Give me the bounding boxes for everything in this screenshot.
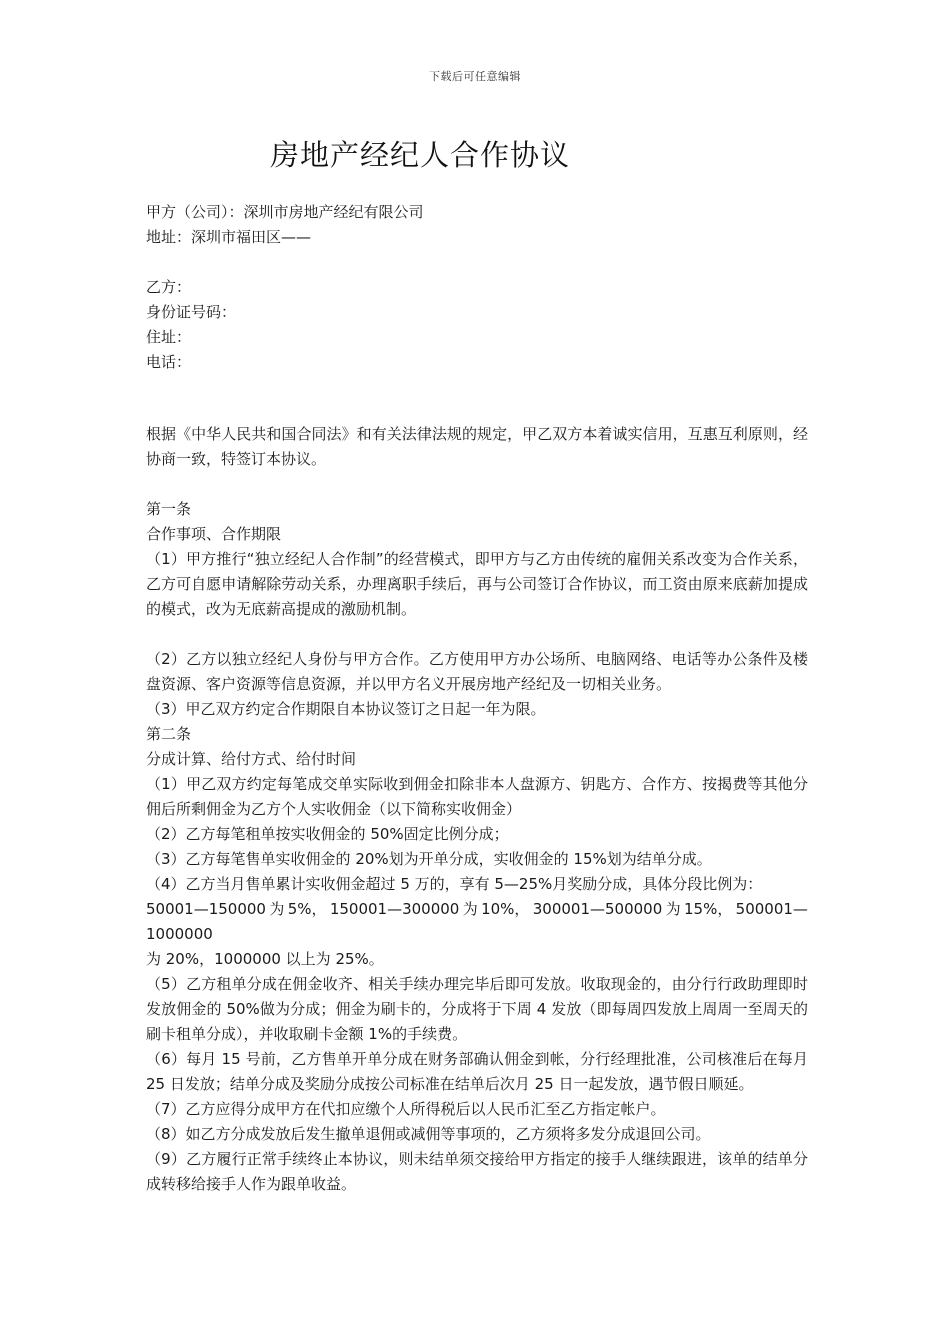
ratio-part: 10%， bbox=[481, 900, 530, 918]
ratio-part: 15%， bbox=[683, 900, 733, 918]
ratio-part: 为 bbox=[462, 900, 478, 918]
preamble: 根据《中华人民共和国合同法》和有关法律法规的规定，甲乙双方本着诚实信用，互惠互利原则，经协商一致，特签订本协议。 bbox=[146, 425, 808, 468]
header-note: 下载后可任意编辑 bbox=[429, 70, 521, 83]
party-b-id: 身份证号码： bbox=[146, 303, 237, 321]
document-title: 房地产经纪人合作协议 bbox=[270, 138, 571, 172]
article2-clause-8: （8）如乙方分成发放后发生撤单退佣或减佣等事项的，乙方须将多发分成退回公司。 bbox=[146, 1125, 711, 1143]
article1-clause-1: （1）甲方推行“独立经纪人合作制”的经营模式，即甲方与乙方由传统的雇佣关系改变为合作关系，乙方可自愿申请解除劳动关系，办理离职手续后，再与公司签订合作协议，而工资由原来底薪加提成的模式，改为无底薪高提成的激励机制。 bbox=[146, 550, 808, 618]
ratio-part: 为 bbox=[665, 900, 681, 918]
article2-clause-7: （7）乙方应得分成甲方在代扣应缴个人所得税后以人民币汇至乙方指定帐户。 bbox=[146, 1100, 666, 1118]
spacer bbox=[146, 375, 808, 422]
party-a-address: 地址：深圳市福田区—— bbox=[146, 228, 312, 246]
article2-heading: 第二条 bbox=[146, 725, 192, 743]
article2-clause-4: （4）乙方当月售单累计实收佣金超过 5 万的，享有 5—25%月奖励分成，具体分段比例为： bbox=[146, 875, 763, 893]
article2-clause-1: （1）甲乙双方约定每笔成交单实际收到佣金扣除非本人盘源方、钥匙方、合作方、按揭费等其他分佣后所剩佣金为乙方个人实收佣金（以下简称实收佣金） bbox=[146, 775, 808, 818]
article1-clause-3: （3）甲乙双方约定合作期限自本协议签订之日起一年为限。 bbox=[146, 700, 546, 718]
article2-subheading: 分成计算、给付方式、给付时间 bbox=[146, 750, 357, 768]
spacer bbox=[146, 622, 808, 647]
party-b-address: 住址： bbox=[146, 328, 192, 346]
party-b-phone: 电话： bbox=[146, 353, 192, 371]
article1-clause-2: （2）乙方以独立经纪人身份与甲方合作。乙方使用甲方办公场所、电脑网络、电话等办公条件及楼盘资源、客户资源等信息资源，并以甲方名义开展房地产经纪及一切相关业务。 bbox=[146, 650, 808, 693]
spacer bbox=[146, 250, 808, 275]
ratio-part: 为 bbox=[269, 900, 285, 918]
bonus-ratio-line bbox=[146, 897, 808, 922]
article2-clause-6: （6）每月 15 号前，乙方售单开单分成在财务部确认佣金到帐，分行经理批准，公司核准后在每月 25 日发放；结单分成及奖励分成按公司标准在结单后次月 25 日一起发放，遇节假日顺延。 bbox=[146, 1050, 808, 1093]
bonus-ratio-end: 为 20%，1000000 以上为 25%。 bbox=[146, 950, 384, 968]
ratio-part: 50001—150000 bbox=[146, 900, 266, 918]
article1-subheading: 合作事项、合作期限 bbox=[146, 525, 282, 543]
party-b-name: 乙方： bbox=[146, 278, 192, 296]
spacer bbox=[146, 472, 808, 497]
article1-heading: 第一条 bbox=[146, 500, 192, 518]
ratio-part: 500001— bbox=[735, 900, 808, 918]
article2-clause-2: （2）乙方每笔租单按实收佣金的 50%固定比例分成； bbox=[146, 825, 509, 843]
article2-clause-5: （5）乙方租单分成在佣金收齐、相关手续办理完毕后即可发放。收取现金的，由分行行政助理即时发放佣金的 50%做为分成；佣金为刷卡的，分成将于下周 4 发放（即每周四发放上周周一至周天的刷卡租单分成），并收取刷卡金额 1%的手续费。 bbox=[146, 975, 808, 1043]
article2-clause-3: （3）乙方每笔售单实收佣金的 20%划为开单分成，实收佣金的 15%划为结单分成。 bbox=[146, 850, 712, 868]
bonus-ratio-tail: 1000000 bbox=[146, 925, 213, 943]
ratio-part: 5%， bbox=[287, 900, 327, 918]
article2-clause-9: （9）乙方履行正常手续终止本协议，则未结单须交接给甲方指定的接手人继续跟进，该单的结单分成转移给接手人作为跟单收益。 bbox=[146, 1150, 808, 1193]
ratio-part: 150001—300000 bbox=[329, 900, 460, 918]
ratio-part: 300001—500000 bbox=[532, 900, 663, 918]
document-body bbox=[146, 200, 808, 1197]
party-a-name: 甲方（公司）：深圳市房地产经纪有限公司 bbox=[146, 203, 424, 221]
